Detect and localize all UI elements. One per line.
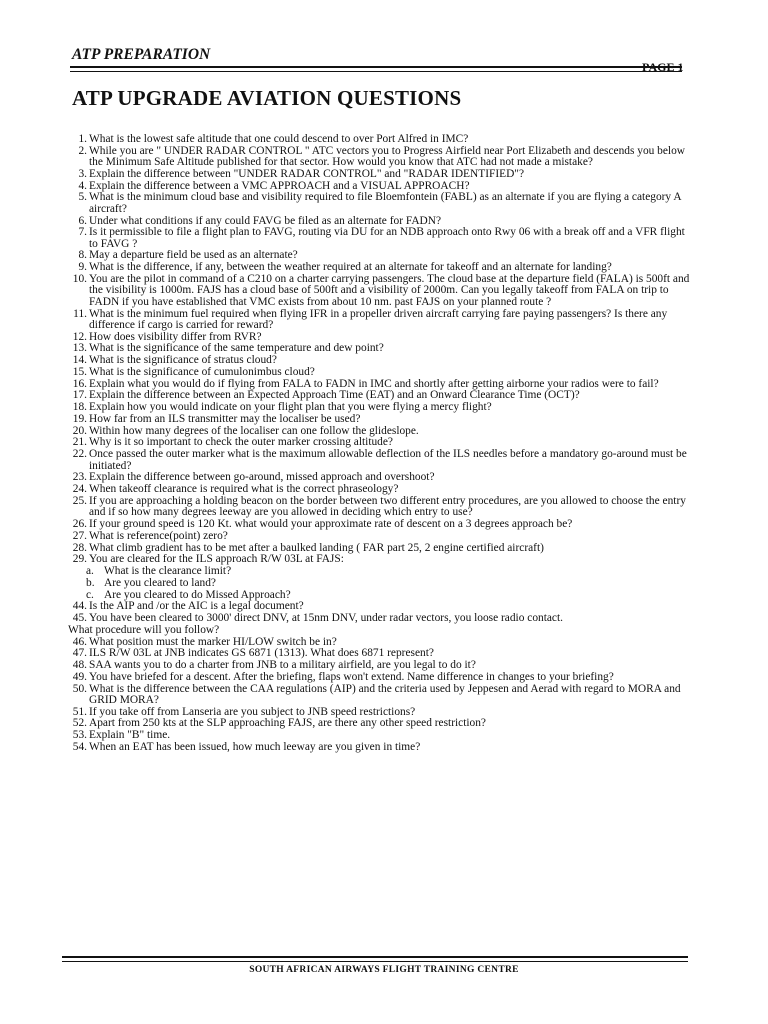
- question-item-number: 12.: [72, 330, 87, 343]
- question-item-text: Explain the difference between go-around, missed approach and overshoot?: [89, 471, 435, 484]
- question-item-text: Explain the difference between "UNDER RADAR CONTROL" and "RADAR IDENTIFIED"?: [89, 167, 525, 180]
- question-item: [68, 519, 696, 530]
- question-item-text: When an EAT has been issued, how much leeway are you given in time?: [89, 740, 421, 753]
- question-item: [68, 343, 696, 354]
- page-title: ATP UPGRADE AVIATION QUESTIONS: [72, 86, 462, 110]
- question-item-number: 24.: [72, 483, 87, 496]
- question-item-text: What is the difference between the CAA regulations (AIP) and the criteria used by Jeppesen and Aerad with regard to MORA and GRID MORA?: [89, 682, 681, 706]
- question-item-number: 11.: [73, 307, 87, 320]
- question-item-number: 7.: [78, 226, 87, 239]
- question-item-text: Under what conditions if any could FAVG be filed as an alternate for FADN?: [89, 214, 442, 227]
- question-item-number: 20.: [72, 424, 87, 437]
- question-item-number: 15.: [72, 365, 87, 378]
- question-item: [68, 496, 696, 519]
- question-list: [68, 134, 696, 754]
- question-item-number: 21.: [72, 436, 87, 449]
- question-continuation: What procedure will you follow?: [68, 623, 220, 636]
- question-item: [68, 648, 696, 659]
- question-item-number: 44.: [72, 600, 87, 613]
- question-item-text: What is the minimum fuel required when flying IFR in a propeller driven aircraft carrying fare paying passengers? Is there any difference if cargo is carried for reward?: [89, 307, 668, 331]
- question-item-number: 28.: [72, 541, 87, 554]
- question-item-number: 3.: [78, 167, 87, 180]
- question-item: [68, 146, 696, 169]
- sub-question-item-text: Are you cleared to land?: [104, 576, 216, 589]
- question-item-text: Is it permissible to file a flight plan to FAVG, routing via DU for an NDB approach onto Rwy 06 with a break off and a VFR flight to FAVG ?: [89, 226, 685, 250]
- question-item: [68, 660, 696, 671]
- question-item: [68, 216, 696, 227]
- question-item-text: You are cleared for the ILS approach R/W 03L at FAJS:: [89, 553, 344, 566]
- question-item-text: What is reference(point) zero?: [89, 529, 228, 542]
- question-item-number: 29.: [72, 553, 87, 566]
- question-item: [68, 181, 696, 192]
- sub-question-item-number: a.: [86, 565, 94, 577]
- sub-question-item-text: Are you cleared to do Missed Approach?: [104, 588, 291, 601]
- question-item-number: 1.: [78, 133, 87, 145]
- question-item: [68, 472, 696, 483]
- question-item-text: SAA wants you to do a charter from JNB to a military airfield, are you legal to do it?: [89, 659, 476, 671]
- question-item-number: 49.: [72, 670, 87, 683]
- question-item-number: 13.: [72, 342, 87, 355]
- question-item-number: 22.: [72, 448, 87, 461]
- question-item: [68, 684, 696, 707]
- question-item: [68, 637, 696, 648]
- question-item-text: If you are approaching a holding beacon on the border between two different entry procedures, are you allowed to choose the entry and if so how many degrees leeway are you allowed in deciding which entry to use?: [89, 494, 686, 519]
- question-item-number: 10.: [72, 272, 87, 285]
- question-item: [68, 484, 696, 495]
- question-item-text: ILS R/W 03L at JNB indicates GS 6871 (1313). What does 6871 represent?: [89, 647, 434, 660]
- question-item: [68, 730, 696, 741]
- question-item: [68, 613, 696, 624]
- question-item: [68, 192, 696, 215]
- sub-question-item: [68, 590, 696, 601]
- question-item: [68, 414, 696, 425]
- question-item-number: 16.: [72, 377, 87, 390]
- question-item-text: What is the difference, if any, between the weather required at an alternate for takeoff and an alternate for landing?: [89, 261, 612, 274]
- question-item: [68, 449, 696, 472]
- question-item-text: What is the significance of stratus cloud?: [89, 354, 277, 367]
- question-item: [68, 379, 696, 390]
- question-item-number: 50.: [72, 682, 87, 695]
- question-item-text: How far from an ILS transmitter may the localiser be used?: [89, 412, 361, 425]
- question-item-text: Once passed the outer marker what is the maximum allowable deflection of the ILS needles before a mandatory go-around must be initiated?: [89, 448, 687, 472]
- question-item-number: 18.: [72, 401, 87, 414]
- sub-question-item: [68, 578, 696, 589]
- question-item-text: Is the AIP and /or the AIC is a legal document?: [89, 600, 304, 613]
- question-item: [68, 402, 696, 413]
- question-item-number: 25.: [72, 494, 87, 507]
- question-item-number: 23.: [72, 471, 87, 484]
- page-number: PAGE 1: [642, 60, 684, 74]
- question-item-number: 46.: [72, 635, 87, 648]
- question-item-text: You have been cleared to 3000' direct DNV, at 15nm DNV, under radar vectors, you loose radio contact.: [89, 612, 564, 624]
- question-item-text: Explain the difference between a VMC APPROACH and a VISUAL APPROACH?: [89, 179, 470, 192]
- question-item: [68, 601, 696, 612]
- question-item: [68, 169, 696, 180]
- question-item-text: Explain what you would do if flying from FALA to FADN in IMC and shortly after getting airborne your radios were to fail?: [89, 377, 659, 390]
- question-item-text: If your ground speed is 120 Kt. what would your approximate rate of descent on a 3 degrees approach be?: [89, 518, 573, 530]
- footer-text: SOUTH AFRICAN AIRWAYS FLIGHT TRAINING CENTRE: [249, 965, 519, 975]
- question-item-text: What is the lowest safe altitude that one could descend to over Port Alfred in IMC?: [89, 133, 469, 145]
- question-item: [68, 227, 696, 250]
- question-item: [68, 262, 696, 273]
- question-item: [68, 309, 696, 332]
- question-item-text: You have briefed for a descent. After the briefing, flaps won't extend. Name difference in changes to your briefing?: [89, 670, 614, 683]
- question-item-text: You are the pilot in command of a C210 on a charter carrying passengers. The cloud base at the departure field (FALA) is 500ft and the visibility is 1000m. FAJS has a cloud base of 500ft and a visibility of 2000m. Can you legally takeoff from FALA on trip to FADN if you have established that VMC exists from about 10 nm. past FAJS on your planned route ?: [89, 272, 690, 308]
- question-item: [68, 531, 696, 542]
- question-item-text: What is the significance of the same temperature and dew point?: [89, 342, 384, 355]
- question-item-text: Explain how you would indicate on your flight plan that you were flying a mercy flight?: [89, 401, 492, 414]
- question-item-text: How does visibility differ from RVR?: [89, 330, 262, 343]
- question-item-text: If you take off from Lanseria are you subject to JNB speed restrictions?: [89, 705, 416, 718]
- header-title: ATP PREPARATION: [72, 46, 211, 63]
- question-item-text: Within how many degrees of the localiser can one follow the glideslope.: [89, 424, 419, 437]
- question-item-number: 45.: [72, 612, 87, 624]
- header-rule: [70, 66, 682, 68]
- sub-question-item-number: c.: [86, 588, 94, 601]
- question-item: [68, 134, 696, 145]
- question-item-text: When takeoff clearance is required what is the correct phraseology?: [89, 483, 399, 496]
- question-item-number: 51.: [72, 705, 87, 718]
- question-item: [68, 672, 696, 683]
- question-item-text: Explain the difference between an Expected Approach Time (EAT) and an Onward Clearance Time (OCT)?: [89, 389, 580, 402]
- question-item-number: 53.: [72, 729, 87, 742]
- question-item: [68, 437, 696, 448]
- question-item: [68, 355, 696, 366]
- question-item-number: 8.: [78, 249, 87, 262]
- question-item-number: 26.: [72, 518, 87, 530]
- footer-rule-thin: [62, 961, 688, 962]
- question-item: [68, 718, 696, 729]
- question-item: [68, 707, 696, 718]
- question-item-text: What is the significance of cumulonimbus cloud?: [89, 365, 315, 378]
- question-item: [68, 426, 696, 437]
- question-item: [68, 332, 696, 343]
- question-item: [68, 742, 696, 753]
- header-rule-thin: [70, 71, 682, 72]
- question-item-number: 17.: [72, 389, 87, 402]
- footer-rule: [62, 956, 688, 958]
- question-item-number: 27.: [72, 529, 87, 542]
- question-item: [68, 367, 696, 378]
- sub-question-item-number: b.: [86, 576, 95, 589]
- question-item-number: 48.: [72, 659, 87, 671]
- question-item-number: 2.: [78, 144, 87, 157]
- question-item-number: 5.: [78, 191, 87, 204]
- question-item-number: 19.: [72, 412, 87, 425]
- question-item-number: 6.: [78, 214, 87, 227]
- question-item-text: While you are " UNDER RADAR CONTROL " ATC vectors you to Progress Airfield near Port Elizabeth and descends you below the Minimum Safe Altitude published for that sector. How would you know that ATC had not made a mistake?: [89, 144, 686, 169]
- question-item-number: 9.: [78, 261, 87, 274]
- sub-question-item: [68, 566, 696, 577]
- question-item-number: 47.: [72, 647, 87, 660]
- question-item: [68, 274, 696, 308]
- question-item-text: What position must the marker HI/LOW switch be in?: [89, 635, 337, 648]
- question-item: [68, 554, 696, 565]
- question-item-text: Why is it so important to check the outer marker crossing altitude?: [89, 436, 393, 449]
- question-item-text: What climb gradient has to be met after a baulked landing ( FAR part 25, 2 engine certified aircraft): [89, 541, 544, 554]
- question-item-text: May a departure field be used as an alternate?: [89, 249, 298, 262]
- question-item: [68, 390, 696, 401]
- question-item: [68, 250, 696, 261]
- question-item-number: 52.: [72, 717, 87, 730]
- sub-question-item-text: What is the clearance limit?: [104, 565, 232, 577]
- question-item: [68, 543, 696, 554]
- question-item-text: Explain "B" time.: [89, 729, 171, 742]
- question-item-number: 4.: [78, 179, 87, 192]
- question-item-number: 54.: [72, 740, 87, 753]
- question-item-text: What is the minimum cloud base and visibility required to file Bloemfontein (FABL) as an alternate if you are flying a category A aircraft?: [89, 191, 681, 215]
- question-item-text: Apart from 250 kts at the SLP approaching FAJS, are there any other speed restriction?: [89, 717, 486, 730]
- question-item-number: 14.: [72, 354, 87, 367]
